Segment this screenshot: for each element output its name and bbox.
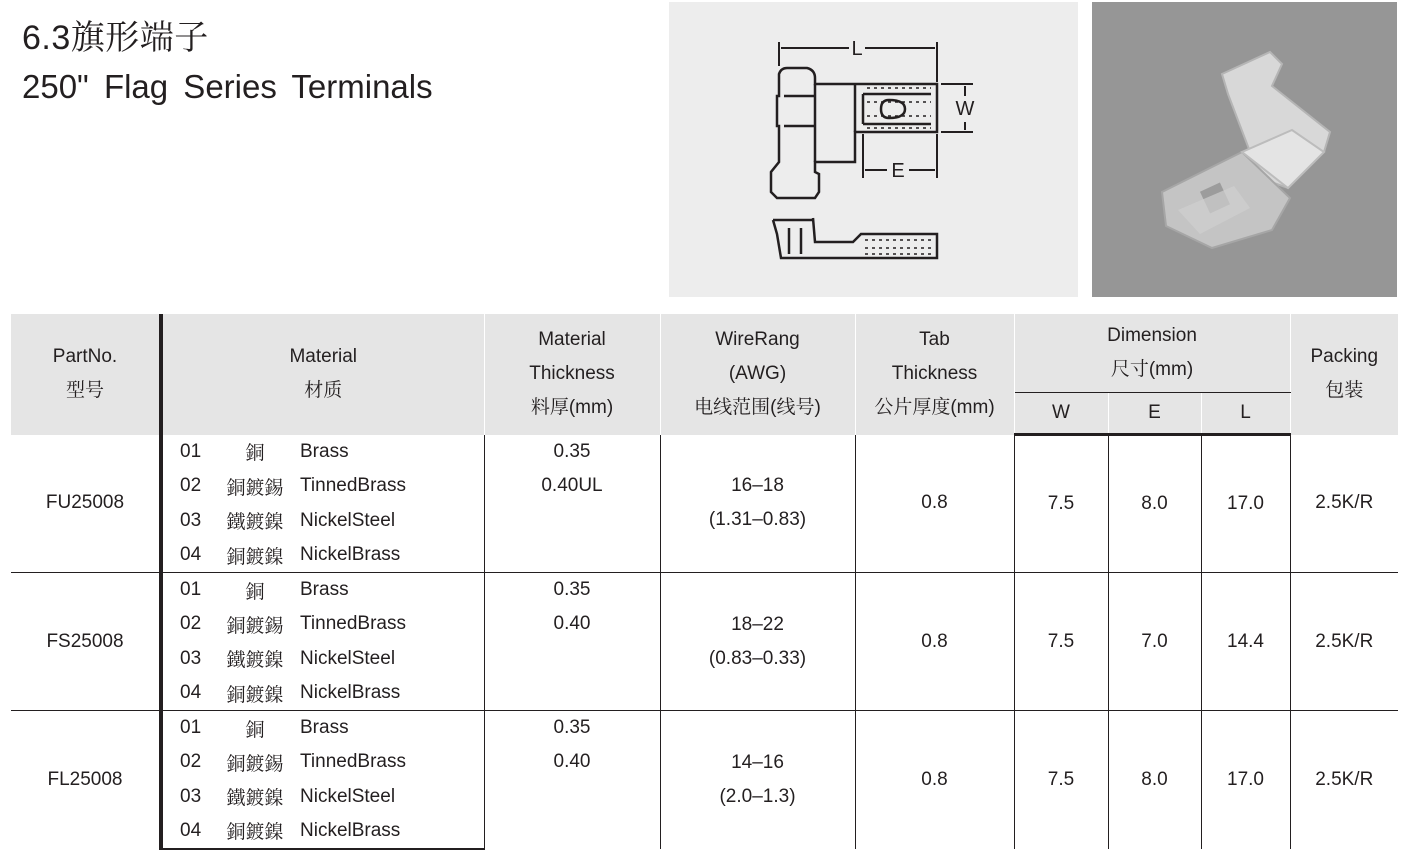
header-wire-cn: 电线范围(线号) <box>694 397 821 419</box>
header-material-en: Material <box>289 346 358 368</box>
dim-e-cell: 7.0 <box>1108 573 1201 711</box>
material-code: 01 <box>180 440 202 462</box>
material-cell <box>161 676 484 711</box>
packing-cell: 2.5K/R <box>1315 492 1374 514</box>
material-name-en: NickelBrass <box>300 819 401 841</box>
part-number-cell: FL25008 <box>11 711 161 849</box>
wire-awg: 16–18 <box>731 475 784 497</box>
material-name-cn: 銅鍍錫 <box>226 753 284 775</box>
thickness-cell: 0.40UL <box>484 469 660 573</box>
terminal-drawing-svg <box>669 2 1078 297</box>
header-dim-w: W <box>1014 393 1108 435</box>
material-code: 03 <box>180 785 202 807</box>
packing-cell: 2.5K/R <box>1290 573 1398 711</box>
packing-cell: 2.5K/R <box>1290 711 1398 849</box>
wire-mm2: (2.0–1.3) <box>719 785 796 807</box>
wire-range-cell <box>660 711 855 849</box>
material-cell <box>161 607 484 642</box>
thickness-cell: 0.40 <box>484 745 660 849</box>
header-tab-en2: Thickness <box>891 363 978 385</box>
material-name-en: NickelBrass <box>300 682 401 703</box>
material-name-en: NickelSteel <box>300 509 396 531</box>
thickness-cell: 0.40 <box>484 607 660 711</box>
material-name-en: TinnedBrass <box>300 475 406 497</box>
material-cell <box>161 780 484 815</box>
table-row <box>11 711 1398 746</box>
material-name-cn: 鐵鍍鎳 <box>226 512 284 534</box>
material-code: 04 <box>180 819 202 841</box>
material-cell <box>161 642 484 677</box>
header-tab-en1: Tab <box>919 329 950 351</box>
material-name-cn: 鐵鍍鎳 <box>226 788 284 810</box>
header-tab-cn: 公片厚度(mm) <box>874 397 995 419</box>
material-name-en: NickelSteel <box>300 647 396 669</box>
header-dim-l: L <box>1201 393 1290 435</box>
header-partno <box>11 314 161 435</box>
dim-w-cell: 7.5 <box>1014 435 1108 573</box>
terminal-photo <box>1092 2 1397 297</box>
header-packing-cn: 包装 <box>1325 380 1364 402</box>
material-cell <box>161 711 484 746</box>
material-name-cn: 銅鍍錫 <box>226 615 284 637</box>
material-code: 01 <box>180 717 202 738</box>
wire-range-cell <box>660 573 855 711</box>
dimension-label-l: L <box>851 38 863 60</box>
material-name-cn: 銅鍍錫 <box>226 477 284 499</box>
header-tab-thickness <box>855 314 1014 435</box>
tab-thickness-cell: 0.8 <box>855 573 1014 711</box>
material-name-en: Brass <box>300 440 349 462</box>
dim-e-cell: 8.0 <box>1108 711 1201 849</box>
material-cell <box>161 814 484 849</box>
header-thickness-en2: Thickness <box>529 363 615 385</box>
header-dimension-cn: 尺寸(mm) <box>1110 359 1194 380</box>
thickness-cell: 0.35 <box>484 573 660 608</box>
material-cell <box>161 745 484 780</box>
thickness-cell: 0.35 <box>484 435 660 470</box>
material-name-cn: 銅 <box>245 443 265 465</box>
material-name-cn: 銅鍍鎳 <box>226 546 284 568</box>
dim-l-cell: 17.0 <box>1201 711 1290 849</box>
dimension-label-w: W <box>955 98 975 120</box>
wire-range-cell <box>660 435 855 573</box>
material-name-cn: 銅 <box>245 719 265 741</box>
header-wire-range <box>660 314 855 435</box>
table-row <box>11 435 1398 470</box>
material-code: 04 <box>180 544 202 565</box>
header-thickness-en1: Material <box>538 329 606 351</box>
technical-drawing <box>669 2 1078 297</box>
thickness-cell: 0.35 <box>484 711 660 746</box>
material-name-cn: 銅 <box>245 581 265 603</box>
header-material-cn: 材质 <box>304 380 343 402</box>
table-row <box>11 573 1398 608</box>
header-partno-cn: 型号 <box>65 380 104 402</box>
material-code: 03 <box>180 647 202 669</box>
material-name-en: NickelSteel <box>300 785 396 807</box>
material-name-en: Brass <box>300 717 349 738</box>
material-cell <box>161 435 484 470</box>
header-thickness-cn: 料厚(mm) <box>530 397 614 419</box>
dim-l-cell: 14.4 <box>1201 573 1290 711</box>
material-code: 01 <box>180 579 202 600</box>
header-wire-en1: WireRang <box>715 329 800 351</box>
wire-awg: 14–16 <box>731 751 784 773</box>
material-name-cn: 鐵鍍鎳 <box>226 650 284 672</box>
material-cell <box>161 573 484 608</box>
wire-mm2: (0.83–0.33) <box>708 647 807 669</box>
material-code: 02 <box>180 751 202 773</box>
spec-table <box>11 314 1398 850</box>
page-title-english: 250" Flag Series Terminals <box>22 68 433 105</box>
dim-w-cell: 7.5 <box>1014 573 1108 711</box>
header-packing-en: Packing <box>1310 346 1379 368</box>
tab-thickness-cell: 0.8 <box>855 711 1014 849</box>
header-packing <box>1290 314 1398 435</box>
wire-awg: 18–22 <box>731 613 784 635</box>
material-name-cn: 銅鍍鎳 <box>226 822 284 844</box>
part-number-cell: FS25008 <box>11 573 161 711</box>
tab-thickness-cell: 0.8 <box>855 435 1014 573</box>
material-code: 02 <box>180 613 202 635</box>
header-thickness <box>484 314 660 435</box>
material-name-en: Brass <box>300 579 349 600</box>
header-dimension <box>1014 314 1290 393</box>
material-code: 03 <box>180 509 202 531</box>
header-partno-en: PartNo. <box>52 346 118 368</box>
material-code: 02 <box>180 475 202 497</box>
material-cell <box>161 538 484 573</box>
part-number-cell: FU25008 <box>11 435 161 573</box>
material-cell <box>161 504 484 539</box>
material-name-en: TinnedBrass <box>300 613 406 635</box>
header-dim-e: E <box>1108 393 1201 435</box>
wire-mm2: (1.31–0.83) <box>708 509 807 531</box>
header-dimension-en: Dimension <box>1107 325 1197 346</box>
material-name-en: TinnedBrass <box>300 751 406 773</box>
dimension-label-e: E <box>891 160 905 182</box>
dim-e-cell: 8.0 <box>1108 435 1201 573</box>
header-material <box>161 314 484 435</box>
material-name-en: NickelBrass <box>300 544 401 565</box>
header-wire-en2: (AWG) <box>728 363 787 385</box>
terminal-photo-illustration <box>1092 2 1397 297</box>
page-title-chinese: 6.3旗形端子 <box>22 19 209 57</box>
material-name-cn: 銅鍍鎳 <box>226 684 284 706</box>
material-cell <box>161 469 484 504</box>
material-code: 04 <box>180 682 202 703</box>
dim-w-cell: 7.5 <box>1014 711 1108 849</box>
dim-l-cell: 17.0 <box>1201 435 1290 573</box>
